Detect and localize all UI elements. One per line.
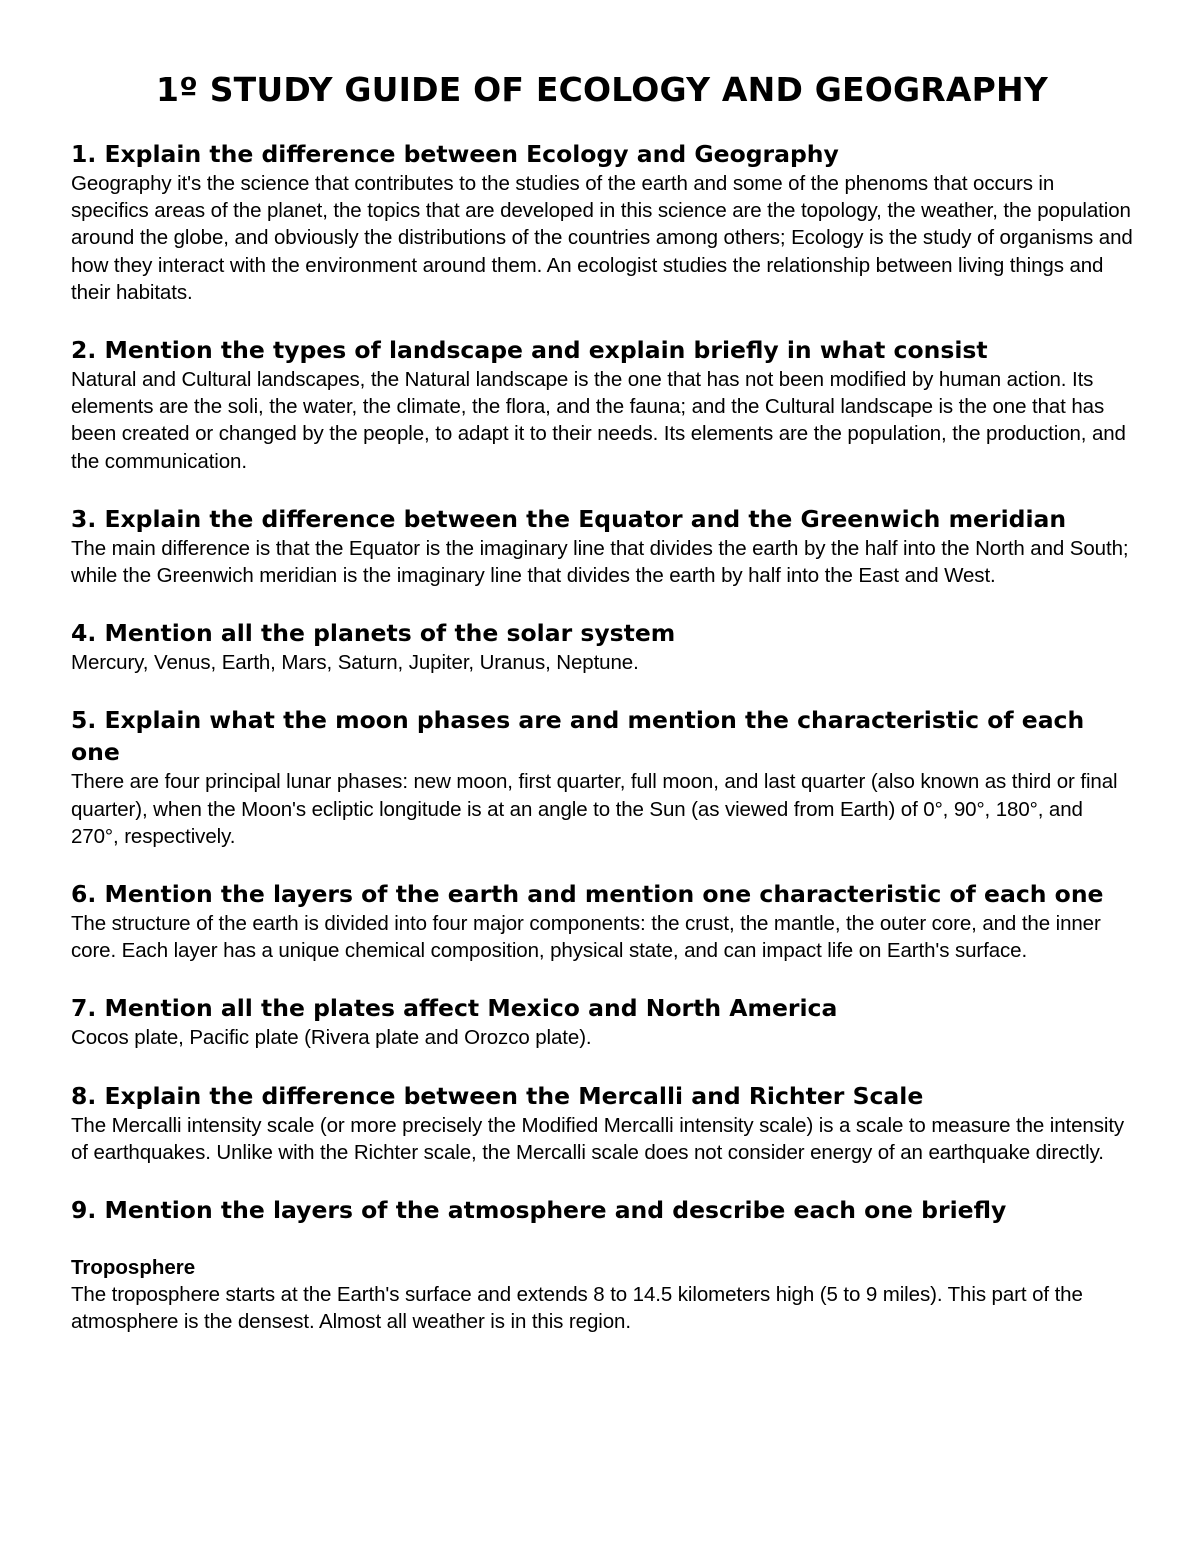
- question-heading: 6. Mention the layers of the earth and mention one characteristic of each one: [71, 880, 1104, 909]
- question-heading: 7. Mention all the plates affect Mexico and North America: [71, 994, 838, 1023]
- question-heading: 8. Explain the difference between the Mercalli and Richter Scale: [71, 1081, 924, 1110]
- question-answer: The main difference is that the Equator is the imaginary line that divides the earth by the half into the North and South; while the Greenwich meridian is the imaginary line that divides the earth by half into the East and West.: [71, 536, 1129, 588]
- question-2: [71, 334, 1133, 475]
- spacer: [71, 475, 1133, 503]
- question-heading: 2. Mention the types of landscape and explain briefly in what consist: [71, 336, 988, 365]
- question-answer: The Mercalli intensity scale (or more precisely the Modified Mercalli intensity scale) is a scale to measure the intensity of earthquakes. Unlike with the Richter scale, the Mercalli scale does not consider energy of an earthquake directly.: [71, 1113, 1125, 1164]
- spacer: [71, 1166, 1133, 1194]
- question-heading: 3. Explain the difference between the Equator and the Greenwich meridian: [71, 504, 1067, 533]
- question-answer: Natural and Cultural landscapes, the Natural landscape is the one that has not been modified by human action. Its elements are the soli, the water, the climate, the flora, and the fauna; and the Cultural landscape is the one that has been created or changed by the people, to adapt it to their needs. Its elements are the population, the production, and the communication.: [71, 368, 1126, 473]
- spacer: [71, 589, 1133, 617]
- question-heading: 4. Mention all the planets of the solar system: [71, 619, 676, 648]
- spacer: [71, 1226, 1133, 1254]
- question-answer: Cocos plate, Pacific plate (Rivera plate and Orozco plate).: [71, 1026, 592, 1050]
- subsection-title-troposphere: Troposphere: [71, 1256, 196, 1280]
- question-answer: Mercury, Venus, Earth, Mars, Saturn, Jupiter, Uranus, Neptune.: [71, 651, 639, 675]
- question-1: [71, 138, 1133, 306]
- spacer: [71, 676, 1133, 704]
- question-answer: The structure of the earth is divided into four major components: the crust, the mantle, the outer core, and the inner core. Each layer has a unique chemical composition, physical state, and can impact life on Earth's surface.: [71, 912, 1101, 963]
- question-7: [71, 992, 1133, 1051]
- question-heading: 9. Mention the layers of the atmosphere and describe each one briefly: [71, 1196, 1007, 1225]
- question-8: [71, 1080, 1133, 1166]
- question-6: [71, 878, 1133, 964]
- question-answer: Geography it's the science that contributes to the studies of the earth and some of the phenoms that occurs in specifics areas of the planet, the topics that are developed in this science are the topology, the weather, the population around the globe, and obviously the distributions of the countries among others; Ecology is the study of organisms and how they interact with the environment around them. An ecologist studies the relationship between living things and their habitats.: [71, 172, 1133, 304]
- subsection-text-troposphere: The troposphere starts at the Earth's surface and extends 8 to 14.5 kilometers high (5 to 9 miles). This part of the atmosphere is the densest. Almost all weather is in this region.: [71, 1283, 1083, 1334]
- spacer: [71, 964, 1133, 992]
- question-heading: 5. Explain what the moon phases are and mention the characteristic of each one: [71, 706, 1085, 767]
- question-heading: 1. Explain the difference between Ecology and Geography: [71, 140, 839, 168]
- spacer: [71, 306, 1133, 334]
- question-9: [71, 1194, 1133, 1336]
- document-page: [71, 68, 1133, 1336]
- question-answer: There are four principal lunar phases: new moon, first quarter, full moon, and last quarter (also known as third or final quarter), when the Moon's ecliptic longitude is at an angle to the Sun (as viewed from Earth) of 0°, 90°, 180°, and 270°, respectively.: [71, 770, 1118, 848]
- question-4: [71, 617, 1133, 676]
- spacer: [71, 1052, 1133, 1080]
- spacer: [71, 850, 1133, 878]
- question-5: [71, 704, 1133, 850]
- page-title: 1º STUDY GUIDE OF ECOLOGY AND GEOGRAPHY: [156, 70, 1048, 109]
- question-3: [71, 503, 1133, 589]
